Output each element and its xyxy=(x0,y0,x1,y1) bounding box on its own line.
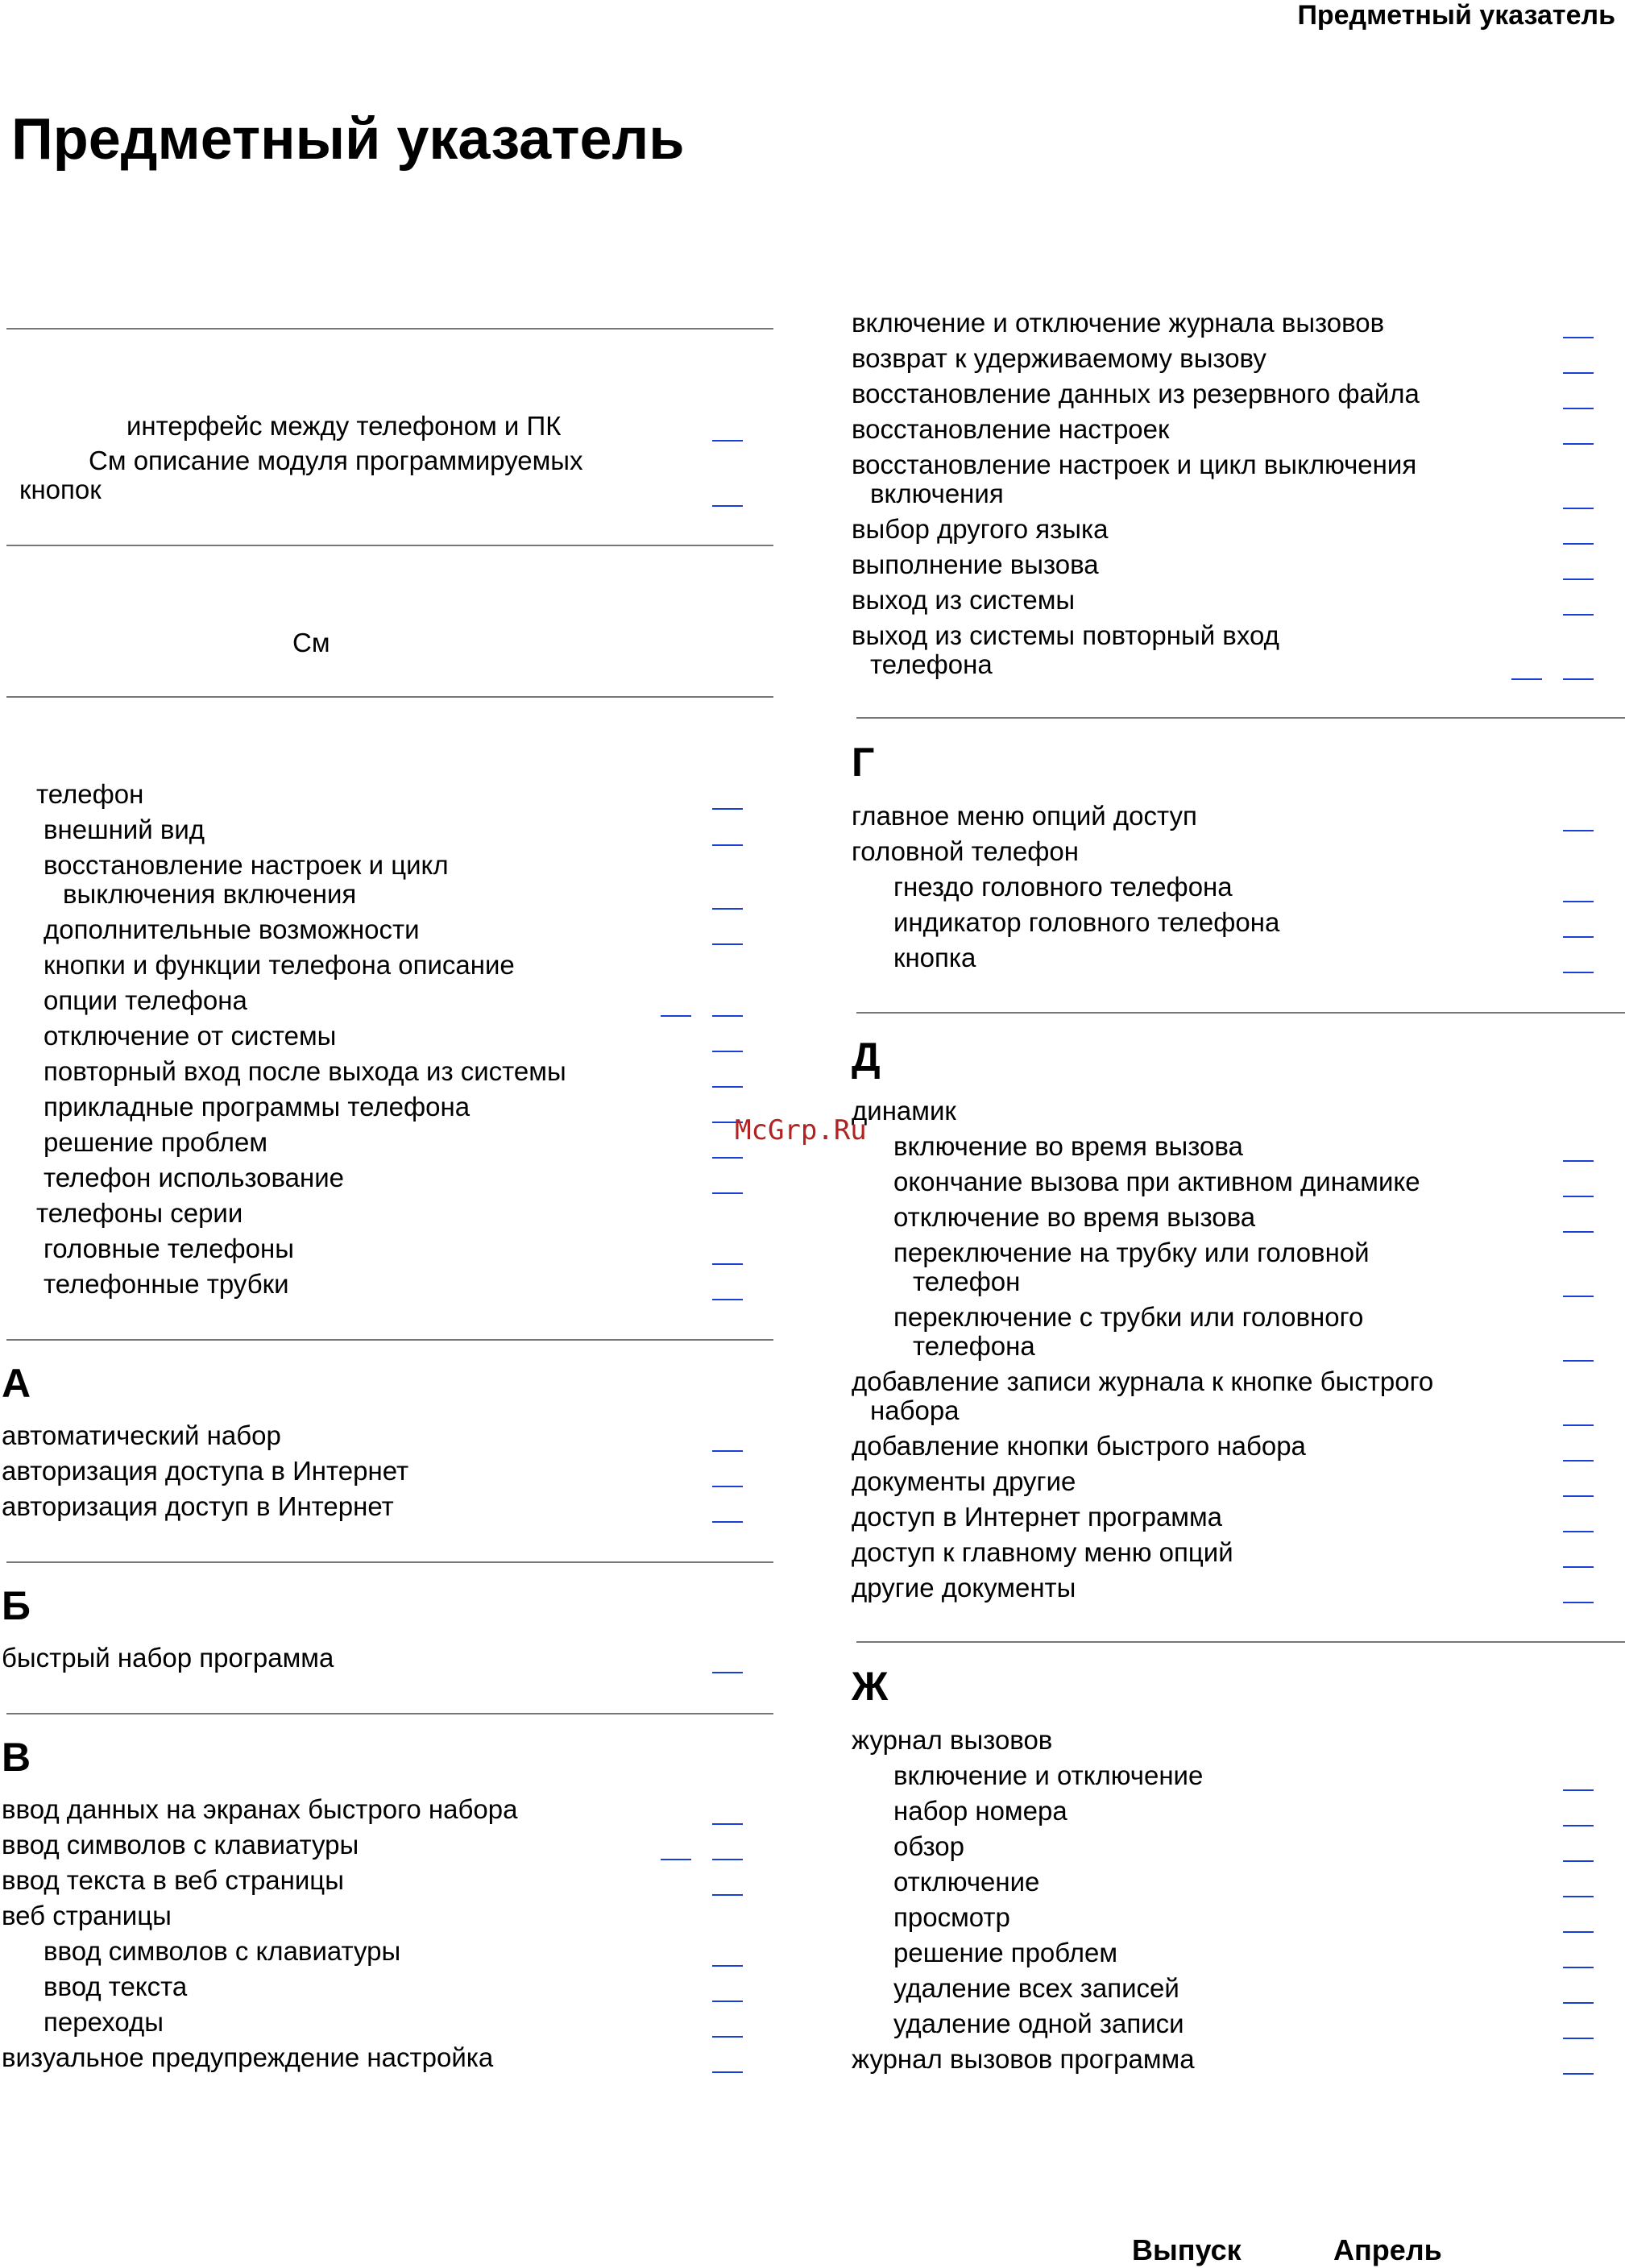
index-entry: переходы xyxy=(44,2007,164,2037)
page-link[interactable] xyxy=(712,1450,743,1452)
page-link[interactable] xyxy=(712,1051,743,1052)
index-entry: журнал вызовов программа xyxy=(852,2044,1195,2074)
index-entry: выбор другого языка xyxy=(852,514,1109,544)
page-link[interactable] xyxy=(1563,1789,1594,1791)
index-entry: включение и отключение xyxy=(893,1760,1204,1790)
page-link[interactable] xyxy=(1563,1495,1594,1497)
section-heading: Ж xyxy=(852,1664,889,1709)
index-entry: кнопки и функции телефона описание xyxy=(44,950,515,980)
index-entry: телефон использование xyxy=(44,1163,345,1192)
index-entry: отключение xyxy=(893,1867,1040,1897)
index-entry: автоматический набор xyxy=(2,1420,281,1450)
section-heading: А xyxy=(2,1361,31,1406)
index-entry: главное меню опций доступ xyxy=(852,801,1197,831)
page-link[interactable] xyxy=(1563,372,1594,374)
page-link[interactable] xyxy=(1563,1460,1594,1462)
index-entry: отключение от системы xyxy=(44,1021,337,1051)
page-link[interactable] xyxy=(1563,508,1594,509)
page-link[interactable] xyxy=(1563,1196,1594,1197)
page-link[interactable] xyxy=(712,1299,743,1300)
index-entry: добавление записи журнала к кнопке быстрого xyxy=(852,1366,1434,1396)
page-link[interactable] xyxy=(712,505,743,507)
index-entry: внешний вид xyxy=(44,815,205,844)
index-entry: восстановление настроек и цикл выключения xyxy=(852,450,1417,479)
index-entry: веб страницы xyxy=(2,1901,172,1930)
index-entry: набора xyxy=(870,1395,960,1425)
page-link[interactable] xyxy=(1563,1231,1594,1233)
index-entry: включение во время вызова xyxy=(893,1131,1243,1161)
page-link[interactable] xyxy=(712,943,743,945)
index-entry: опции телефона xyxy=(44,985,247,1015)
page-link[interactable] xyxy=(1563,1296,1594,1297)
page-link[interactable] xyxy=(712,908,743,910)
page-title: Предметный указатель xyxy=(11,107,685,172)
index-entry: визуальное предупреждение настройка xyxy=(2,2042,494,2072)
page-link[interactable] xyxy=(1563,1825,1594,1826)
index-entry: журнал вызовов xyxy=(852,1725,1053,1755)
page-link[interactable] xyxy=(712,2036,743,2038)
index-entry: гнездо головного телефона xyxy=(893,872,1233,902)
page-link[interactable] xyxy=(712,1672,743,1673)
index-entry: просмотр xyxy=(893,1902,1010,1932)
index-entry: включения xyxy=(870,479,1004,508)
index-entry: ввод данных на экранах быстрого набора xyxy=(2,1794,518,1824)
page-link[interactable] xyxy=(712,1486,743,1487)
index-entry: добавление кнопки быстрого набора xyxy=(852,1431,1306,1461)
page-link[interactable] xyxy=(712,1157,743,1159)
index-entry: удаление всех записей xyxy=(893,1973,1179,2003)
index-entry: См xyxy=(292,628,330,657)
index-entry: кнопка xyxy=(893,943,976,972)
index-entry: выключения включения xyxy=(63,879,357,909)
index-entry: переключение на трубку или головной xyxy=(893,1238,1370,1267)
page-link[interactable] xyxy=(1563,1566,1594,1568)
footer-month: Апрель xyxy=(1333,2233,1442,2266)
divider xyxy=(856,1641,1625,1643)
index-entry: переключение с трубки или головного xyxy=(893,1302,1364,1332)
index-entry: быстрый набор программа xyxy=(2,1643,334,1673)
index-entry: повторный вход после выхода из системы xyxy=(44,1056,566,1086)
index-entry: дополнительные возможности xyxy=(44,914,420,944)
index-entry: ввод текста в веб страницы xyxy=(2,1865,344,1895)
index-entry: документы другие xyxy=(852,1466,1076,1496)
page-link[interactable] xyxy=(712,440,743,442)
page-link[interactable] xyxy=(712,2001,743,2002)
divider xyxy=(6,328,773,330)
index-entry: выход из системы повторный вход xyxy=(852,620,1279,650)
page-link[interactable] xyxy=(1563,901,1594,902)
running-header: Предметный указатель xyxy=(1297,0,1615,31)
page-link[interactable] xyxy=(712,2071,743,2073)
page-link[interactable] xyxy=(712,1192,743,1194)
page-link[interactable] xyxy=(1563,678,1594,680)
page-link[interactable] xyxy=(1563,936,1594,938)
page-link[interactable] xyxy=(1511,678,1542,680)
page-link[interactable] xyxy=(1563,408,1594,409)
page-link[interactable] xyxy=(1563,1860,1594,1862)
page-link[interactable] xyxy=(712,1859,743,1860)
page-link[interactable] xyxy=(712,1965,743,1967)
index-entry: выполнение вызова xyxy=(852,549,1099,579)
index-entry: включение и отключение журнала вызовов xyxy=(852,308,1385,338)
page-link[interactable] xyxy=(1563,1424,1594,1426)
page-link[interactable] xyxy=(1563,1896,1594,1897)
index-entry: телефоны серии xyxy=(36,1198,243,1228)
page-link[interactable] xyxy=(1563,578,1594,580)
index-entry: окончание вызова при активном динамике xyxy=(893,1167,1420,1196)
section-heading: Г xyxy=(852,740,875,785)
divider xyxy=(6,1339,773,1341)
page-link[interactable] xyxy=(712,1263,743,1265)
index-entry: доступ к главному меню опций xyxy=(852,1537,1233,1567)
page-link[interactable] xyxy=(1563,1931,1594,1933)
page-link[interactable] xyxy=(1563,543,1594,545)
page-link[interactable] xyxy=(712,1521,743,1523)
index-entry: выход из системы xyxy=(852,585,1076,615)
page-link[interactable] xyxy=(1563,830,1594,831)
index-entry: решение проблем xyxy=(44,1127,268,1157)
page-link[interactable] xyxy=(1563,1360,1594,1362)
index-entry: телефон xyxy=(36,779,144,809)
index-entry: См описание модуля программируемых xyxy=(89,446,583,475)
divider xyxy=(6,545,773,546)
page-link[interactable] xyxy=(1563,2038,1594,2039)
page-link[interactable] xyxy=(1563,1531,1594,1532)
index-entry: возврат к удерживаемому вызову xyxy=(852,343,1266,373)
page-link[interactable] xyxy=(661,1859,691,1860)
page-link[interactable] xyxy=(1563,1967,1594,1968)
index-entry: ввод символов с клавиатуры xyxy=(44,1936,401,1966)
divider xyxy=(6,696,773,698)
page-link[interactable] xyxy=(1563,2073,1594,2075)
page-link[interactable] xyxy=(1563,337,1594,338)
page-link[interactable] xyxy=(1563,2002,1594,2004)
section-heading: В xyxy=(2,1735,31,1780)
divider xyxy=(6,1561,773,1563)
index-entry: авторизация доступ в Интернет xyxy=(2,1491,394,1521)
page-link[interactable] xyxy=(712,844,743,846)
index-entry: другие документы xyxy=(852,1573,1076,1603)
index-entry: интерфейс между телефоном и ПК xyxy=(126,411,562,441)
watermark: McGrp.Ru xyxy=(735,1114,867,1146)
footer-issue-label: Выпуск xyxy=(1132,2233,1242,2266)
index-entry: кнопок xyxy=(19,475,102,504)
index-entry: индикатор головного телефона xyxy=(893,907,1280,937)
divider xyxy=(6,1713,773,1714)
index-entry: набор номера xyxy=(893,1796,1067,1826)
index-entry: обзор xyxy=(893,1831,964,1861)
index-entry: прикладные программы телефона xyxy=(44,1092,471,1122)
divider xyxy=(856,1012,1625,1014)
index-entry: восстановление настроек и цикл xyxy=(44,850,449,880)
index-entry: удаление одной записи xyxy=(893,2009,1184,2038)
page-link[interactable] xyxy=(712,808,743,810)
page-link[interactable] xyxy=(712,1823,743,1825)
index-entry: головной телефон xyxy=(852,836,1079,866)
page-link[interactable] xyxy=(1563,614,1594,616)
page-link[interactable] xyxy=(1563,1602,1594,1603)
index-entry: ввод текста xyxy=(44,1972,188,2001)
page-link[interactable] xyxy=(1563,1160,1594,1162)
index-entry: телефона xyxy=(913,1331,1035,1361)
index-entry: авторизация доступа в Интернет xyxy=(2,1456,409,1486)
page-link[interactable] xyxy=(712,1894,743,1896)
divider xyxy=(856,717,1625,719)
index-entry: телефона xyxy=(870,649,993,679)
section-heading: Б xyxy=(2,1583,31,1628)
index-entry: динамик xyxy=(852,1096,956,1126)
index-entry: головные телефоны xyxy=(44,1234,294,1263)
index-entry: восстановление настроек xyxy=(852,414,1170,444)
index-entry: восстановление данных из резервного файла xyxy=(852,379,1420,408)
page-link[interactable] xyxy=(712,1015,743,1017)
page-link[interactable] xyxy=(1563,972,1594,973)
page-link[interactable] xyxy=(1563,443,1594,445)
index-entry: доступ в Интернет программа xyxy=(852,1502,1223,1532)
page-link[interactable] xyxy=(661,1015,691,1017)
index-entry: телефон xyxy=(913,1267,1021,1296)
index-entry: ввод символов с клавиатуры xyxy=(2,1830,359,1860)
index-entry: телефонные трубки xyxy=(44,1269,289,1299)
page-link[interactable] xyxy=(712,1086,743,1088)
index-entry: решение проблем xyxy=(893,1938,1118,1967)
section-heading: Д xyxy=(852,1034,881,1080)
index-entry: отключение во время вызова xyxy=(893,1202,1256,1232)
